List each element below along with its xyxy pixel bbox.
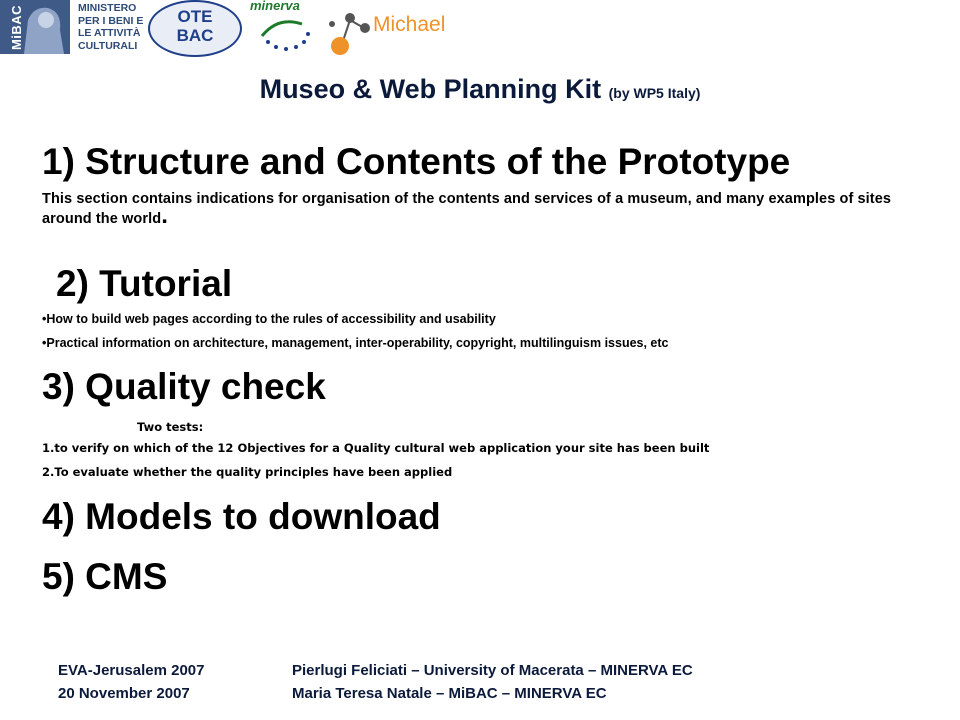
footer-author-2: Maria Teresa Natale – MiBAC – MINERVA EC: [292, 685, 607, 702]
michael-wordmark: Michael: [373, 13, 446, 36]
michael-molecule-icon: [328, 6, 376, 56]
footer-event: EVA-Jerusalem 2007: [58, 662, 205, 679]
footer-date: 20 November 2007: [58, 685, 190, 702]
tutorial-bullet: •How to build web pages according to the rules of accessibility and usability: [42, 312, 496, 326]
section-1-period: .: [161, 202, 168, 229]
section-2-heading: 2) Tutorial: [56, 263, 233, 304]
quality-test-item: 2.To evaluate whether the quality principles have been applied: [42, 465, 453, 479]
section-4-heading: 4) Models to download: [42, 496, 441, 537]
mibac-ministry-text: [78, 2, 143, 52]
michael-logo: [328, 6, 468, 56]
minerva-wordmark: minerva: [250, 0, 300, 13]
mibac-line: PER I BENI E: [78, 14, 144, 27]
section-1-description: [42, 189, 912, 229]
page-title: [0, 74, 960, 105]
section-3-heading: 3) Quality check: [42, 366, 326, 407]
footer-author-1: Pierlugi Feliciati – University of Macerata – MINERVA EC: [292, 662, 693, 679]
quality-test-item: 1.to verify on which of the 12 Objectives for a Quality cultural web application your site has been built: [42, 441, 710, 455]
mibac-line: MINISTERO: [78, 2, 137, 14]
otebac-text: OTE BAC: [176, 7, 214, 45]
tutorial-bullet: •Practical information on architecture, management, inter-operability, copyright, multilinguism issues, etc: [42, 336, 669, 350]
section-5-heading: 5) CMS: [42, 556, 168, 597]
minerva-logo: [250, 0, 320, 54]
title-main: Museo & Web Planning Kit: [259, 74, 602, 104]
mibac-line: LE ATTIVITÀ: [78, 27, 141, 39]
mibac-line: CULTURALI: [78, 39, 138, 52]
otebac-logo: [148, 0, 240, 55]
mibac-badge: MiBAC: [0, 0, 70, 54]
eu-stars-icon: [258, 14, 314, 52]
quality-intro: Two tests:: [137, 420, 204, 434]
mibac-logo: [0, 0, 144, 54]
section-1-heading: 1) Structure and Contents of the Prototype: [42, 141, 791, 182]
title-byline: (by WP5 Italy): [608, 85, 701, 101]
section-1-text: This section contains indications for organisation of the contents and services of a museum, and many examples of sites around the world: [42, 191, 892, 227]
